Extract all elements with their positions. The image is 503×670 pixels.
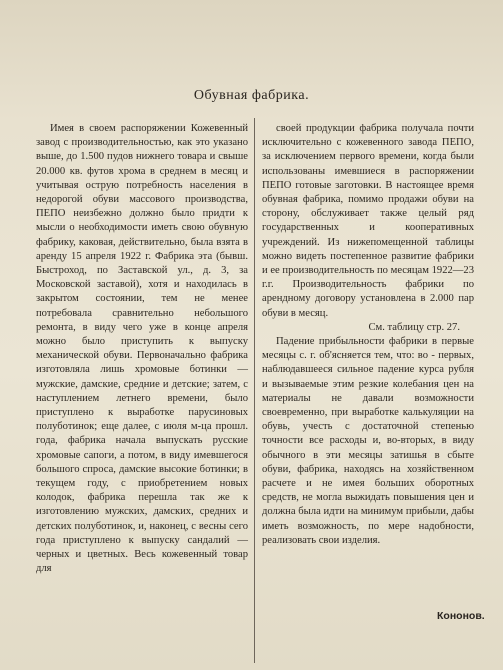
table-reference: См. таблицу стр. 27. — [368, 321, 460, 333]
paragraph: своей продукции фабрика получала почти исключительно с кожевенного завода ПЕПО, за исключением первого времени, когда были использованы имевшиеся в распоряжении ПЕПО готовые заготовки. В настоящее время обувная фабрика, помимо продажи обуви на сторону, обслуживает также целый ряд государственных и кооперативных учреждений. Из нижепомещенной таблицы можно видеть постепенное развитие фабрики и ее производительность по месяцам 1922—23 г.г. Производительность фабрики по арендному договору установлена в 2.000 пар обуви в месяц. — [262, 123, 474, 319]
author-signature: Кононов. — [437, 610, 485, 622]
paragraph: Имея в своем распоряжении Кожевенный завод с производительностью, как это указано выше, до 1.500 пудов нижнего товара и свыше 20.000 кв. футов хрома в среднем в месяц и учитывая острую потребность населения в недорогой обуви массового производства, ПЕПО неизбежно должно было придти к мысли о необходимости иметь свою обувную фабрику, каковая, действительно, была взята в аренду 15 апреля 1922 г. Фабрика эта (бывш. Быстроход, по Заставской ул., д. 3, за Московской заставой), хотя и находилась в закрытом состоянии, тем не менее потребовала сравнительно небольшого ремонта, в виду чего уже в конце апреля можно было приступить к выпуску механической обуви. Первоначально фабрика изготовляла лишь хромовые ботинки — мужские, дамские, средние и детские; затем, с наступлением летнего времени, было приступлено к выработке парусиновых полуботинок; еще далее, с июля м-ца прошл. года, фабрика начала выпускать русские хромовые сапоги, а потом, в виду имевшегося большого спроса, дамские высокие ботинки; в текущем году, с приобретением новых колодок, фабрика перешла так же к изготовлению мужских, дамских, средних и детских полуботинок, и, наконец, с весны сего года приступлено к выпуску сандалий — черных и цветных. Весь кожевенный товар для — [36, 123, 248, 575]
column-divider — [254, 118, 255, 663]
page-title: Обувная фабрика. — [193, 88, 310, 103]
left-column — [36, 122, 248, 577]
paragraph: Падение прибыльности фабрики в первые месяцы с. г. об'ясняется тем, что: во - первых, наблюдавшееся сильное падение курса рубля и вызываемые этим резкие колебания цен на материалы не давали возможности своевременно, при выработке калькуляции на обувь, учесть с достаточной степенью точности все расходы и, во-вторых, в виду обычного в эти месяцы затишья в сбыте обуви, фабрика, находясь на хозяйственном расчете и не имея больших оборотных средств, не могла выжидать повышения цен и должна была идти на минимум прибыли, дабы иметь возможность, по мере надобности, реализовать свои изделия. — [262, 336, 474, 546]
right-column — [262, 122, 474, 548]
